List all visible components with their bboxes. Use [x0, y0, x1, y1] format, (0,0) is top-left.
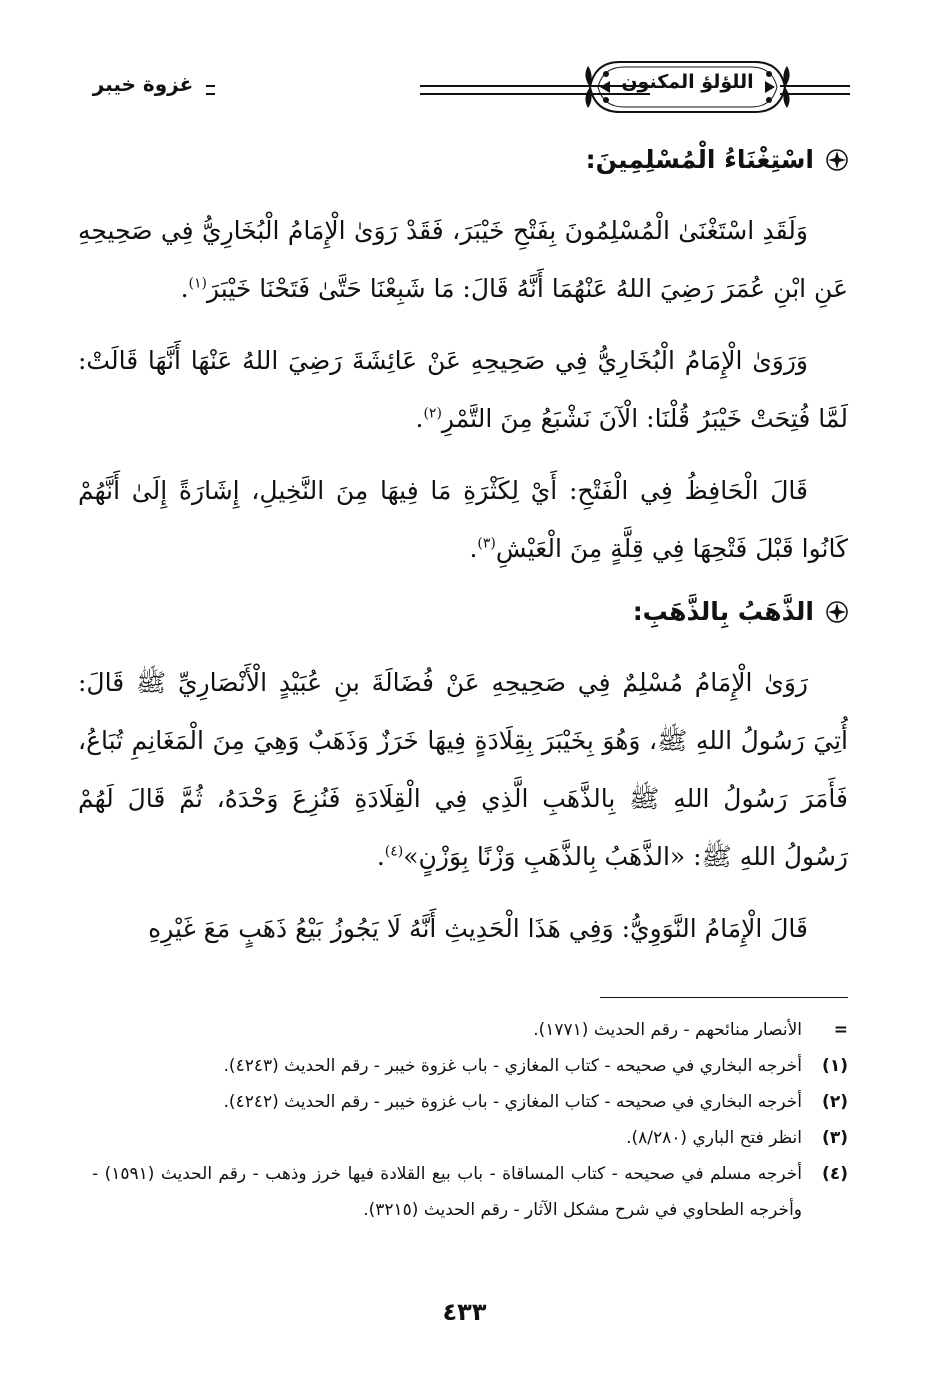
footnotes: [92, 1012, 848, 1228]
flower-ornament-icon: [826, 149, 848, 171]
paragraph-end: .: [415, 404, 424, 433]
footnote-separator: [600, 997, 848, 998]
footnote: [92, 1048, 848, 1084]
paragraph-end: .: [376, 842, 385, 871]
footnote-text: أخرجه مسلم في صحيحه - كتاب المساقاة - باب بيع القلادة فيها خرز وذهب - رقم الحديث (١٥٩١) - وأخرجه الطحاوي في شرح مشكل الآثار - رقم الحديث (٣٢١٥).: [92, 1164, 802, 1220]
main-text: [78, 128, 848, 972]
running-header: [80, 52, 850, 122]
book-title: اللؤلؤ المكنون: [621, 71, 754, 93]
paragraph-text: رَوَىٰ الْإِمَامُ مُسْلِمٌ فِي صَحِيحِهِ عَنْ فُضَالَةَ بنِ عُبَيْدٍ الْأَنْصَارِيِّ ﷺ قَالَ: أُتِيَ رَسُولُ اللهِ ﷺ، وَهُوَ بِخَيْبَرَ بِقِلَادَةٍ فِيهَا خَرَزٌ وَذَهَبٌ وَهِيَ مِنَ الْمَغَانِمِ تُبَاعُ، فَأَمَرَ رَسُولُ اللهِ ﷺ بِالذَّهَبِ الَّذِي فِي الْقِلَادَةِ فَنُزِعَ وَحْدَهُ، ثُمَّ قَالَ لَهُمْ رَسُولُ اللهِ ﷺ: «الذَّهَبُ بِالذَّهَبِ وَزْنًا بِوَزْنٍ»: [78, 668, 848, 871]
footnote-number: (٢): [822, 1092, 848, 1112]
footnote-text: انظر فتح الباري (٨/٢٨٠).: [626, 1128, 802, 1148]
footnote-number: (١): [822, 1056, 848, 1076]
footnote-text: الأنصار منائحهم - رقم الحديث (١٧٧١).: [533, 1020, 802, 1040]
section-heading-text: اسْتِغْنَاءُ الْمُسْلِمِينَ:: [585, 145, 814, 174]
footnote: [92, 1012, 848, 1048]
footnote-number: (٣): [822, 1128, 848, 1148]
paragraph: [78, 462, 848, 578]
footnote: [92, 1084, 848, 1120]
footnote-ref: (٣): [477, 535, 496, 552]
section-heading: [78, 592, 848, 632]
footnote-ref: (٢): [423, 405, 442, 422]
paragraph: [78, 654, 848, 886]
footnote-ref: (١): [188, 275, 207, 292]
book-title-cartouche: [580, 54, 795, 120]
section-heading-text: الذَّهَبُ بِالذَّهَبِ:: [632, 597, 814, 626]
paragraph-text: وَرَوَىٰ الْإِمَامُ الْبُخَارِيُّ فِي صَحِيحِهِ عَنْ عَائِشَةَ رَضِيَ اللهُ عَنْهَا أَنَّهَا قَالَتْ: لَمَّا فُتِحَتْ خَيْبَرُ قُلْنَا: الْآنَ نَشْبَعُ مِنَ التَّمْرِ: [78, 346, 848, 433]
footnote-text: أخرجه البخاري في صحيحه - كتاب المغازي - باب غزوة خيبر - رقم الحديث (٤٢٤٣).: [223, 1056, 802, 1076]
footnote: [92, 1156, 848, 1228]
paragraph-end: .: [180, 274, 189, 303]
paragraph-end: .: [469, 534, 478, 563]
paragraph: [78, 332, 848, 448]
paragraph-text: وَلَقَدِ اسْتَغْنَىٰ الْمُسْلِمُونَ بِفَتْحِ خَيْبَرَ، فَقَدْ رَوَىٰ الْإِمَامُ الْبُخَارِيُّ فِي صَحِيحِهِ عَنِ ابْنِ عُمَرَ رَضِيَ اللهُ عَنْهُمَا أَنَّهُ قَالَ: مَا شَبِعْنَا حَتَّىٰ فَتَحْنَا خَيْبَرَ: [78, 216, 848, 303]
section-heading: [78, 140, 848, 180]
chapter-title: غزوة خيبر: [80, 72, 206, 96]
footnote-text: أخرجه البخاري في صحيحه - كتاب المغازي - باب غزوة خيبر - رقم الحديث (٤٢٤٢).: [223, 1092, 802, 1112]
paragraph-text: قَالَ الْحَافِظُ فِي الْفَتْحِ: أَيْ لِكَثْرَةِ مَا فِيهَا مِنَ النَّخِيلِ، إِشَارَةً إِلَىٰ أَنَّهُمْ كَانُوا قَبْلَ فَتْحِهَا فِي قِلَّةٍ مِنَ الْعَيْشِ: [78, 476, 848, 563]
page-number: ٤٣٣: [442, 1298, 487, 1326]
paragraph-text: قَالَ الْإِمَامُ النَّوَوِيُّ: وَفِي هَذَا الْحَدِيثِ أَنَّهُ لَا يَجُوزُ بَيْعُ ذَهَبٍ مَعَ غَيْرِهِ: [148, 914, 808, 943]
footnote: [92, 1120, 848, 1156]
footnote-number: (٤): [822, 1164, 848, 1184]
footnote-number: =: [833, 1020, 848, 1040]
paragraph: [78, 202, 848, 318]
paragraph: [78, 900, 848, 958]
footnote-ref: (٤): [384, 843, 404, 860]
flower-ornament-icon: [826, 601, 848, 623]
